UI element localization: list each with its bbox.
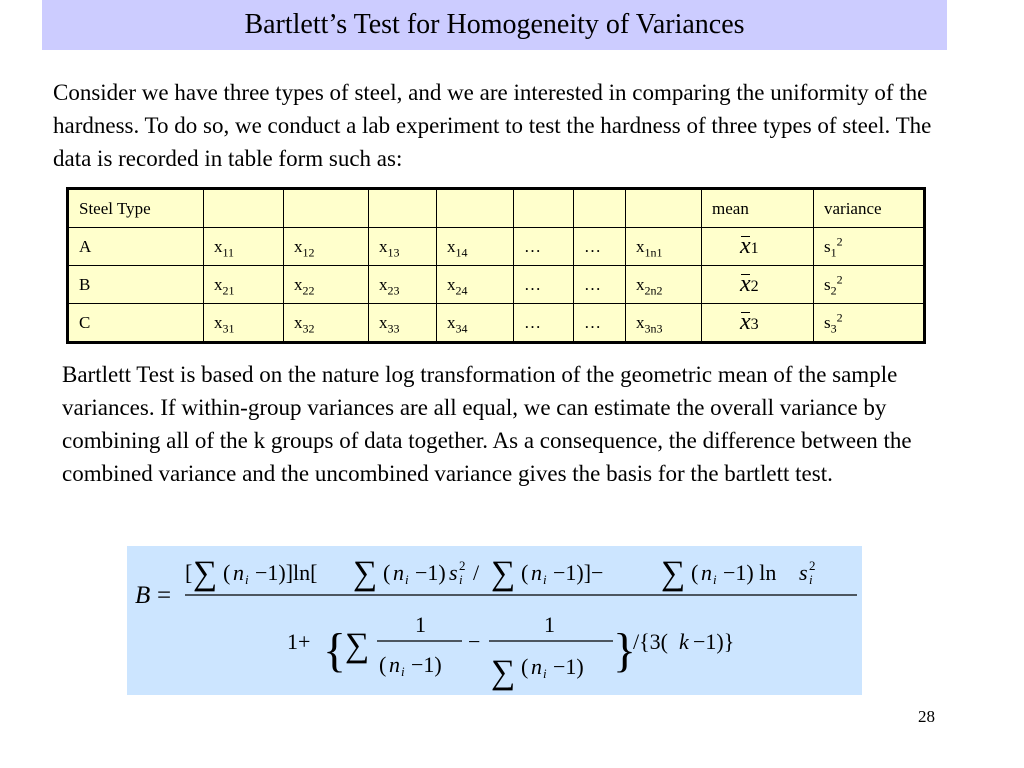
header-cell (284, 189, 369, 228)
svg-text:k: k (679, 629, 689, 654)
svg-text:2: 2 (809, 558, 816, 573)
svg-text:i: i (405, 572, 409, 587)
variance-cell: $s_2^2$ (814, 266, 925, 304)
mean-cell: x1 (702, 228, 814, 266)
intro-paragraph: Consider we have three types of steel, and we are interested in comparing the uniformity of the hardness. To do so, we conduct a lab experiment to test the hardness of three types of steel. The data is recorded in table form such as: (53, 80, 932, 171)
observation-cell: … (514, 304, 574, 343)
svg-text:/{3(: /{3( (633, 629, 668, 654)
svg-text:s: s (449, 560, 458, 585)
table-row (68, 266, 925, 304)
svg-text:1+: 1+ (287, 629, 311, 654)
svg-text:∑: ∑ (345, 627, 370, 664)
formula-svg (127, 546, 862, 695)
formula-denominator (287, 612, 734, 691)
svg-text:n: n (531, 560, 542, 585)
svg-text:i: i (459, 572, 463, 587)
svg-text:i: i (543, 572, 547, 587)
svg-text:[: [ (185, 560, 193, 585)
svg-text:−1): −1) (553, 654, 584, 679)
svg-text:(: ( (383, 560, 391, 585)
observation-cell: … (574, 304, 626, 343)
header-cell: mean (702, 189, 814, 228)
steel-type-cell: A (68, 228, 204, 266)
observation-cell: … (574, 228, 626, 266)
svg-text:/: / (473, 560, 480, 585)
formula-numerator (185, 555, 816, 592)
formula-equals: = (157, 582, 172, 609)
header-cell (369, 189, 437, 228)
svg-text:{: { (323, 624, 347, 677)
explanation-paragraph: Bartlett Test is based on the nature log transformation of the geometric mean of the sample variances. If within-group variances are all equal, we can estimate the overall variance by combining all of the k groups of data together. As a consequence, the difference between the combined variance and the uncombined variance gives the basis for the bartlett test. (62, 362, 912, 486)
observation-cell: $x_{22}$ (284, 266, 369, 304)
svg-text:s: s (799, 560, 808, 585)
formula-lhs: B (135, 582, 151, 609)
variance-cell: $s_3^2$ (814, 304, 925, 343)
svg-text:∑: ∑ (491, 555, 516, 592)
steel-data-table (66, 187, 926, 344)
bartlett-formula (127, 546, 862, 695)
svg-text:n: n (393, 560, 404, 585)
observation-cell: $x_{33}$ (369, 304, 437, 343)
header-cell (574, 189, 626, 228)
svg-text:−: − (468, 629, 481, 654)
svg-text:n: n (531, 654, 542, 679)
steel-type-cell: C (68, 304, 204, 343)
header-cell (204, 189, 284, 228)
observation-cell: $x_{32}$ (284, 304, 369, 343)
svg-text:(: ( (521, 560, 529, 585)
svg-text:n: n (389, 652, 400, 677)
svg-text:(: ( (223, 560, 231, 585)
observation-cell: $x_{21}$ (204, 266, 284, 304)
observation-cell: $x_{3n3}$ (626, 304, 702, 343)
svg-text:i: i (245, 572, 249, 587)
svg-text:i: i (543, 666, 547, 681)
observation-cell: $x_{1n1}$ (626, 228, 702, 266)
observation-cell: $x_{14}$ (437, 228, 514, 266)
svg-text:−1)}: −1)} (693, 629, 735, 654)
svg-text:}: } (613, 624, 637, 677)
svg-text:∑: ∑ (661, 555, 686, 592)
svg-text:i: i (809, 572, 813, 587)
svg-text:−1) ln: −1) ln (723, 560, 777, 585)
svg-text:(: ( (521, 654, 529, 679)
svg-text:∑: ∑ (193, 555, 218, 592)
svg-text:i: i (401, 664, 405, 679)
table-header-row (68, 189, 925, 228)
observation-cell: $x_{24}$ (437, 266, 514, 304)
svg-text:n: n (701, 560, 712, 585)
header-cell: Steel Type (68, 189, 204, 228)
slide-title: Bartlett’s Test for Homogeneity of Variances (42, 0, 947, 50)
observation-cell: $x_{2n2}$ (626, 266, 702, 304)
observation-cell: $x_{12}$ (284, 228, 369, 266)
svg-text:−1)]ln[: −1)]ln[ (255, 560, 318, 585)
svg-text:−1): −1) (411, 652, 442, 677)
table-row (68, 304, 925, 343)
svg-text:−1)]−: −1)]− (553, 560, 604, 585)
header-cell (626, 189, 702, 228)
table-row (68, 228, 925, 266)
mean-cell: x2 (702, 266, 814, 304)
mean-cell: x3 (702, 304, 814, 343)
observation-cell: $x_{34}$ (437, 304, 514, 343)
svg-text:n: n (233, 560, 244, 585)
header-cell (437, 189, 514, 228)
svg-text:2: 2 (459, 558, 466, 573)
observation-cell: … (514, 228, 574, 266)
observation-cell: $x_{31}$ (204, 304, 284, 343)
header-cell: variance (814, 189, 925, 228)
observation-cell: … (574, 266, 626, 304)
svg-text:∑: ∑ (353, 555, 378, 592)
header-cell (514, 189, 574, 228)
svg-text:−1): −1) (415, 560, 446, 585)
steel-type-cell: B (68, 266, 204, 304)
svg-text:1: 1 (544, 612, 555, 637)
page-number: 28 (918, 707, 935, 726)
svg-text:(: ( (691, 560, 699, 585)
observation-cell: $x_{23}$ (369, 266, 437, 304)
observation-cell: $x_{13}$ (369, 228, 437, 266)
svg-text:∑: ∑ (491, 654, 516, 691)
svg-text:i: i (713, 572, 717, 587)
observation-cell: … (514, 266, 574, 304)
svg-text:(: ( (379, 652, 387, 677)
svg-text:1: 1 (415, 612, 426, 637)
observation-cell: $x_{11}$ (204, 228, 284, 266)
variance-cell: $s_1^2$ (814, 228, 925, 266)
